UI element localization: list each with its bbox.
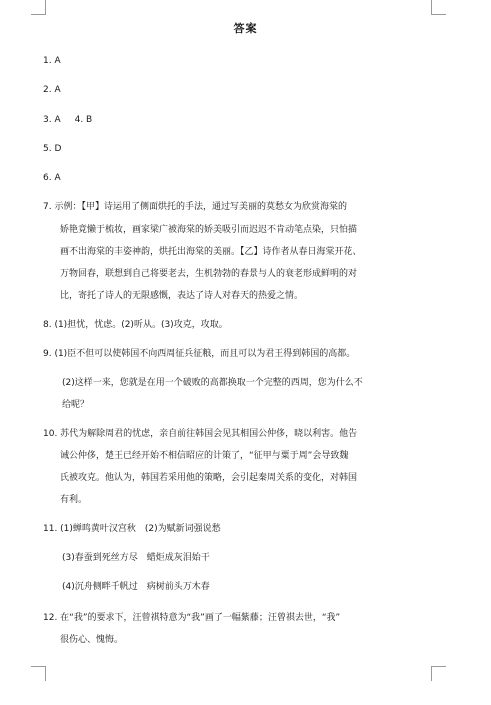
answer-7-line: 娇艳竟懒于梳妆，画家梁广被海棠的娇美吸引而迟迟不肯动笔点染，只怕描: [60, 225, 358, 235]
answer-10-line: 有利。: [60, 495, 88, 505]
answer-10-line: 10. 苏代为解除周君的忧虑，亲自前往韩国会见其相国公仲侈，晓以利害。他告: [43, 429, 358, 439]
answer-6: 6. A: [43, 173, 61, 183]
answer-12-line: 12. 在“我”的要求下，汪曾祺特意为“我”画了一幅紫藤；汪曾祺去世，“我”: [43, 613, 341, 623]
page-corner-mark: [431, 0, 446, 15]
page-corner-mark: [31, 666, 46, 681]
answer-7-line: 7. 示例：【甲】诗运用了侧面烘托的手法，通过写美丽的莫愁女为欣赏海棠的: [43, 202, 347, 212]
answer-3: 3. A: [43, 115, 61, 125]
page-corner-mark: [31, 0, 46, 15]
answer-8: 8. (1)担忧，忧虑。(2)听从。(3)攻克，攻取。: [43, 320, 228, 330]
answer-11-line: (4)沉舟侧畔千帆过 病树前头万木春: [62, 582, 210, 592]
answer-10-line: 诫公仲侈，楚王已经开始不相信昭应的计策了，“征甲与粟于周”会导致魏: [60, 451, 349, 461]
answer-3-4: [43, 114, 92, 126]
answer-9-line: 给呢？: [62, 400, 90, 410]
answer-5: 5. D: [43, 144, 62, 154]
answer-7-line: 比，寄托了诗人的无限感慨，表达了诗人对春天的热爱之情。: [60, 291, 304, 301]
page-corner-mark: [431, 666, 446, 681]
answer-7-line: 万物回春，联想到自己将要老去，生机勃勃的春景与人的衰老形成鲜明的对: [60, 269, 358, 279]
answer-9-line: 9. (1)臣不但可以使韩国不向西周征兵征粮，而且可以为君王得到韩国的高都。: [43, 349, 356, 359]
answer-11-line: 11. (1)蝉鸣黄叶汉宫秋 (2)为赋新词强说愁: [43, 524, 221, 534]
answer-4: 4. B: [74, 115, 93, 125]
answer-12-line: 很伤心、愧悔。: [60, 635, 124, 645]
answer-2: 2. A: [43, 85, 61, 95]
answer-9-line: (2)这样一来，您就是在用一个破败的高都换取一个完整的西周，您为什么不: [62, 378, 363, 388]
answer-11-line: (3)春蚕到死丝方尽 蜡炬成灰泪始干: [62, 553, 210, 563]
answer-1: 1. A: [43, 56, 61, 66]
page-title: 答案: [233, 22, 258, 35]
answer-10-line: 氏被攻克。他认为，韩国若采用他的策略，会引起秦周关系的变化，对韩国: [60, 473, 358, 483]
answer-7-line: 画不出海棠的丰姿神韵，烘托出海棠的美丽。【乙】诗作者从春日海棠开花、: [60, 247, 362, 257]
